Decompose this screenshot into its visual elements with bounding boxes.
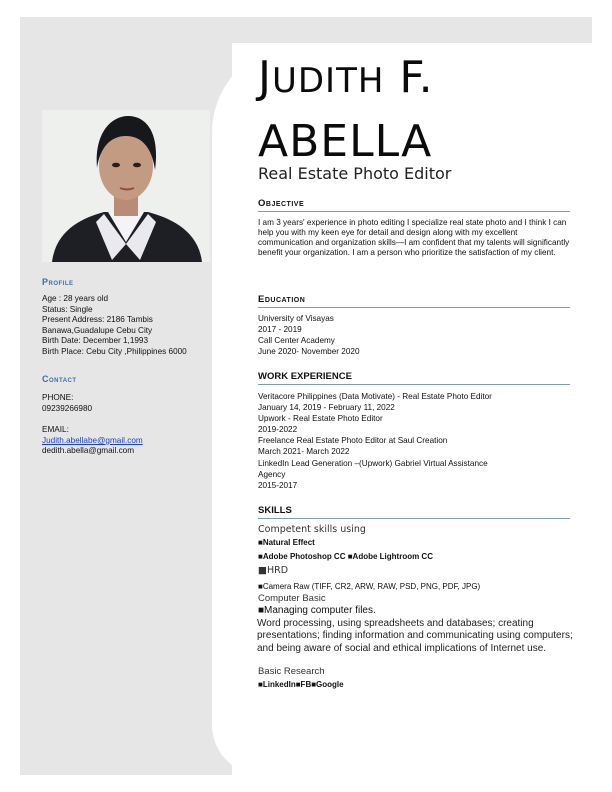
skills-heading: SKILLS xyxy=(258,505,292,516)
contact-details xyxy=(42,393,222,457)
contact-heading: Contact xyxy=(42,374,77,384)
profile-age: Age : 28 years old xyxy=(42,294,108,303)
education-item: University of Visayas xyxy=(258,314,334,323)
education-item: 2017 - 2019 xyxy=(258,325,302,335)
work-item: Veritacore Philippines (Data Motivate) - Real Estate Photo Editor xyxy=(258,392,492,401)
work-item: Upwork - Real Estate Photo Editor xyxy=(258,414,383,424)
name-first-line xyxy=(258,52,434,103)
work-item: LinkedIn Lead Generation –(Upwork) Gabriel Virtual Assistance xyxy=(258,458,488,468)
email-link-primary[interactable]: Judith.abellabe@gmail.com xyxy=(42,435,143,445)
name-first-rest: UDITH xyxy=(271,61,385,101)
profile-birth-date: Birth Date: December 1,1993 xyxy=(42,336,149,346)
work-item: 2019-2022 xyxy=(258,425,298,435)
job-title: Real Estate Photo Editor xyxy=(258,164,452,183)
work-item: Agency xyxy=(258,469,286,479)
skill-camera-raw: ■Camera Raw (TIFF, CR2, ARW, RAW, PSD, PNG, PDF, JPG) xyxy=(258,582,481,591)
education-item: Call Center Academy xyxy=(258,336,335,346)
skill-adobe: ■Adobe Photoshop CC ■Adobe Lightroom CC xyxy=(258,552,433,561)
work-item: January 14, 2019 - February 11, 2022 xyxy=(258,403,395,413)
skill-hrd: ■HRD xyxy=(258,565,289,576)
objective-rule xyxy=(258,211,570,212)
profile-birth-place: Birth Place: Cebu City ,Philippines 6000 xyxy=(42,346,187,356)
profile-address-line2: Banawa,Guadalupe Cebu City xyxy=(42,325,153,335)
education-list xyxy=(258,313,578,357)
profile-heading: Profile xyxy=(42,277,74,287)
profile-photo xyxy=(42,110,210,262)
skills-rule xyxy=(258,518,570,519)
phone-label: PHONE: xyxy=(42,393,74,402)
work-item: March 2021- March 2022 xyxy=(258,447,350,457)
work-rule xyxy=(258,384,570,385)
skill-natural-effect: ■Natural Effect xyxy=(258,538,315,547)
skills-basic-research: Basic Research xyxy=(258,666,325,677)
work-heading: WORK EXPERIENCE xyxy=(258,371,352,382)
name-middle-initial: F. xyxy=(399,52,434,103)
education-rule xyxy=(258,307,570,308)
objective-heading: Objective xyxy=(258,198,305,209)
skill-research-items: ■LinkedIn■FB■Google xyxy=(258,680,344,689)
top-band xyxy=(20,17,592,43)
education-heading: Education xyxy=(258,294,306,305)
name-first-initial: J xyxy=(258,52,272,103)
profile-address-line1: Present Address: 2186 Tambis xyxy=(42,315,153,325)
profile-details xyxy=(42,294,222,358)
skill-managing-files: ■Managing computer files. xyxy=(258,605,376,616)
skills-competent: Competent skills using xyxy=(258,524,366,535)
objective-text: I am 3 years' experience in photo editing I specialize real state photo and I think I can help you with my keen eye for detail and design along with my excellent communication and organization skills—I am confident that my talents will significantly benefit your organization. I am a person who prioritize the satisfaction of my client. xyxy=(258,218,570,257)
name-last-line: ABELLA xyxy=(258,116,433,167)
profile-status: Status: Single xyxy=(42,304,93,314)
work-item: Freelance Real Estate Photo Editor at Saul Creation xyxy=(258,436,448,446)
skills-computer-basic: Computer Basic xyxy=(258,593,326,604)
work-list xyxy=(258,391,578,491)
skill-word-processing: Word processing, using spreadsheets and databases; creating presentations; finding information and communicating using computers; and being aware of social and ethical implications of Internet use. xyxy=(257,618,573,654)
phone-value: 09239266980 xyxy=(42,403,93,413)
email-label: EMAIL: xyxy=(42,425,69,435)
work-item: 2015-2017 xyxy=(258,480,298,490)
education-item: June 2020- November 2020 xyxy=(258,347,360,357)
email-secondary: dedith.abella@gmail.com xyxy=(42,446,135,456)
